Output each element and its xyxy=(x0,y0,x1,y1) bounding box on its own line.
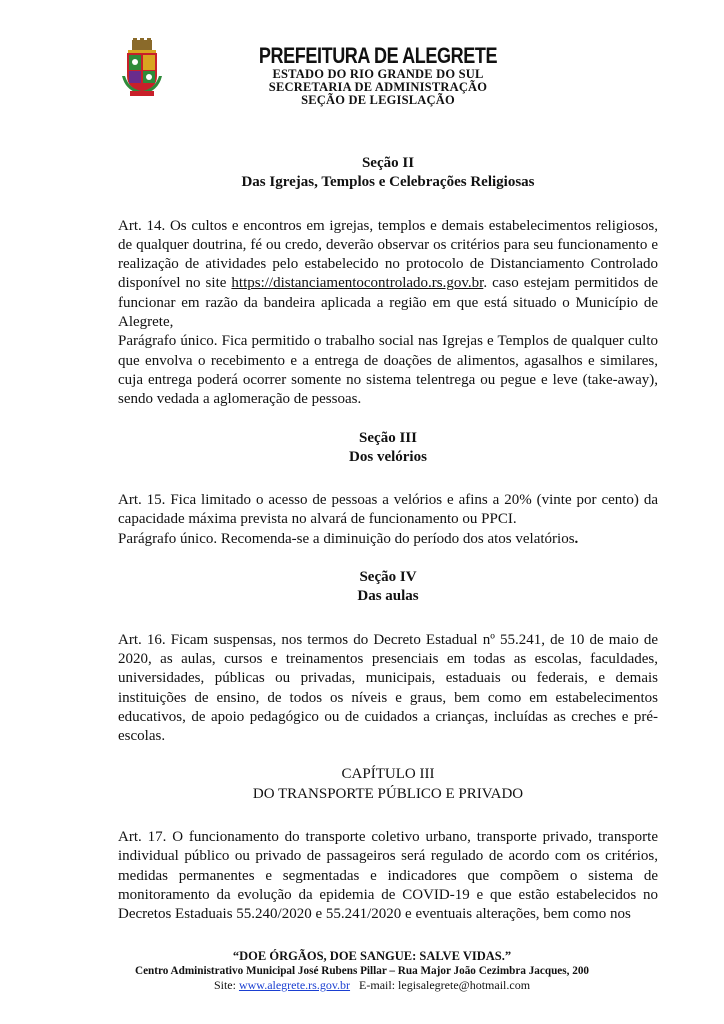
article-15-paragraph-text: Parágrafo único. Recomenda-se a diminuição do período dos atos velatórios xyxy=(118,530,575,547)
article-15: Art. 15. Fica limitado o acesso de pessoas a velórios e afins a 20% (vinte por cento) da capacidade máxima prevista no alvará de funcionamento ou PPCI. xyxy=(118,492,658,528)
article-14-paragraph: Parágrafo único. Fica permitido o trabalho social nas Igrejas e Templos de qualquer culto que envolva o recebimento e a entrega de doações de alimentos, agasalhos e similares, cuja entrega poderá ocorrer somente no sistema telentrega ou pegue e leve (take-away), sendo vedada a aglomeração de pessoas. xyxy=(118,333,658,408)
footer-slogan: “DOE ÓRGÃOS, DOE SANGUE: SALVE VIDAS.” xyxy=(232,949,512,963)
section-iii-title: Seção III xyxy=(359,429,417,446)
article-14-text-a: Art. 14. Os cultos e encontros em igrejas, templos e demais estabelecimentos religiosos, de qualquer doutrina, fé ou credo, deverão observar os critérios para seu funcionamento e realização de atividades pelo estabelecido no protocolo de Distanciamento Controlado disponível no site xyxy=(118,217,658,292)
page-footer xyxy=(0,949,724,993)
section-ii-subtitle: Das Igrejas, Templos e Celebrações Religiosas xyxy=(241,174,535,191)
footer-contact xyxy=(20,978,724,993)
header-secretariat: SECRETARIA DE ADMINISTRAÇÃO xyxy=(268,80,488,94)
section-iv-subtitle: Das aulas xyxy=(357,588,419,605)
letterhead xyxy=(0,34,724,124)
footer-email: E-mail: legisalegrete@hotmail.com xyxy=(350,978,531,992)
article-15-paragraph-end: . xyxy=(574,530,579,547)
document-body xyxy=(118,154,658,925)
article-15-paragraph xyxy=(118,530,658,549)
footer-address: Centro Administrativo Municipal José Rubens Pillar – Rua Major João Cezimbra Jacques, 200 xyxy=(134,965,590,977)
section-ii-title: Seção II xyxy=(361,155,415,171)
chapter-iii-title: CAPÍTULO III xyxy=(341,766,435,783)
section-iii-subtitle: Dos velórios xyxy=(349,448,427,465)
distanciamento-link[interactable]: https://distanciamentocontrolado.rs.gov.br xyxy=(231,275,484,292)
footer-site-label: Site: xyxy=(213,978,239,992)
header-state: ESTADO DO RIO GRANDE DO SUL xyxy=(272,67,484,81)
footer-site-link[interactable]: www.alegrete.rs.gov.br xyxy=(238,978,351,992)
section-iv-title: Seção IV xyxy=(359,569,417,586)
article-17: Art. 17. O funcionamento do transporte coletivo urbano, transporte privado, transporte individual público ou privado de passageiros será regulado de acordo com os critérios, medidas permanentes e segmentadas e indicadores que compõem o sistema de monitoramento da evolução da epidemia de COVID-19 e que estão estabelecidos no Decretos Estaduais 55.240/2020 e 55.241/2020 e eventuais alterações, bem como nos xyxy=(118,829,658,923)
article-14-text-b: . caso estejam permitidos de funcionar em razão da bandeira aplicada a região em que está situado o Município de Alegrete, xyxy=(118,275,658,331)
article-16: Art. 16. Ficam suspensas, nos termos do Decreto Estadual nº 55.241, de 10 de maio de 2020, as aulas, cursos e treinamentos presenciais em todas as escolas, faculdades, universidades, públicas ou privadas, municipais, estaduais ou federais, e demais instituições de ensino, de todos os níveis e graus, bem como em estabelecimentos educativos, de apoio pedagógico ou de cuidados a crianças, incluídas as creches e pré-escolas. xyxy=(118,631,658,745)
organization-name: PREFEITURA DE ALEGRETE xyxy=(258,43,498,68)
article-14 xyxy=(118,217,658,333)
header-section: SEÇÃO DE LEGISLAÇÃO xyxy=(301,93,455,107)
chapter-iii-subtitle: DO TRANSPORTE PÚBLICO E PRIVADO xyxy=(252,785,524,802)
